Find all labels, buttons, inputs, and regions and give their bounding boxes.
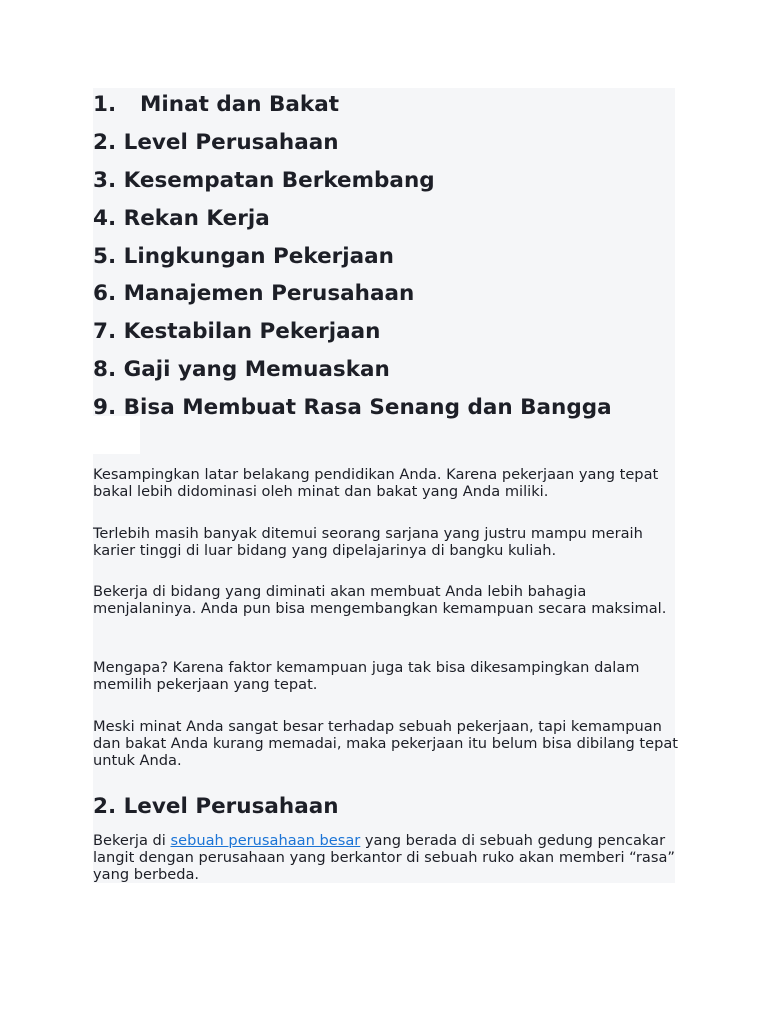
heading-number: 6. [93, 281, 117, 307]
heading-title: Minat dan Bakat [140, 92, 340, 117]
heading-number: 8. [93, 357, 117, 383]
heading-number: 2. [93, 129, 117, 155]
paragraph-6-text-start: Bekerja di [93, 832, 171, 849]
heading-title: Gaji yang Memuaskan [123, 357, 390, 383]
section-heading-level-perusahaan: 2. Level Perusahaan [93, 794, 339, 819]
paragraph-3: Bekerja di bidang yang diminati akan membuat Anda lebih bahagia menjalaninya. Anda pun bisa mengembangkan kemampuan secara maksimal. [93, 583, 667, 618]
paragraph-2: Terlebih masih banyak ditemui seorang sarjana yang justru mampu meraih karier tinggi di luar bidang yang dipelajarinya di bangku kuliah. [93, 525, 643, 560]
heading-title: Kesempatan Berkembang [123, 167, 435, 193]
numbered-heading-list [93, 86, 612, 427]
heading-item-8 [93, 351, 612, 389]
paragraph-4: Mengapa? Karena faktor kemampuan juga tak bisa dikesampingkan dalam memilih pekerjaan yang tepat. [93, 659, 640, 694]
heading-item-5 [93, 238, 612, 276]
heading-title: Bisa Membuat Rasa Senang dan Bangga [123, 395, 612, 421]
heading-number: 7. [93, 319, 117, 345]
heading-title: Level Perusahaan [123, 129, 339, 155]
perusahaan-besar-link[interactable]: sebuah perusahaan besar [170, 832, 361, 849]
heading-item-9 [93, 389, 612, 427]
heading-item-3 [93, 162, 612, 200]
heading-item-6 [93, 275, 612, 313]
heading-number: 4. [93, 205, 117, 231]
heading-item-7 [93, 313, 612, 351]
paragraph-1: Kesampingkan latar belakang pendidikan Anda. Karena pekerjaan yang tepat bakal lebih didominasi oleh minat dan bakat yang Anda miliki. [93, 466, 659, 501]
paragraph-6-text-end: yang berada di sebuah gedung pencakar langit dengan perusahaan yang berkantor di sebuah ruko akan memberi “rasa” yang berbeda. [93, 832, 675, 884]
heading-item-2 [93, 124, 612, 162]
heading-item-1 [93, 86, 612, 124]
paragraph-6 [93, 832, 683, 884]
heading-title: Kestabilan Pekerjaan [123, 319, 381, 345]
heading-number: 5. [93, 243, 117, 269]
heading-number: 1. [93, 92, 117, 117]
heading-title: Rekan Kerja [123, 205, 270, 231]
heading-number: 9. [93, 395, 117, 421]
heading-title: Lingkungan Pekerjaan [123, 243, 394, 269]
paragraph-5: Meski minat Anda sangat besar terhadap sebuah pekerjaan, tapi kemampuan dan bakat Anda kurang memadai, maka pekerjaan itu belum bisa dibilang tepat untuk Anda. [93, 718, 679, 770]
heading-number: 3. [93, 167, 117, 193]
heading-item-4 [93, 200, 612, 238]
heading-title: Manajemen Perusahaan [123, 281, 415, 307]
